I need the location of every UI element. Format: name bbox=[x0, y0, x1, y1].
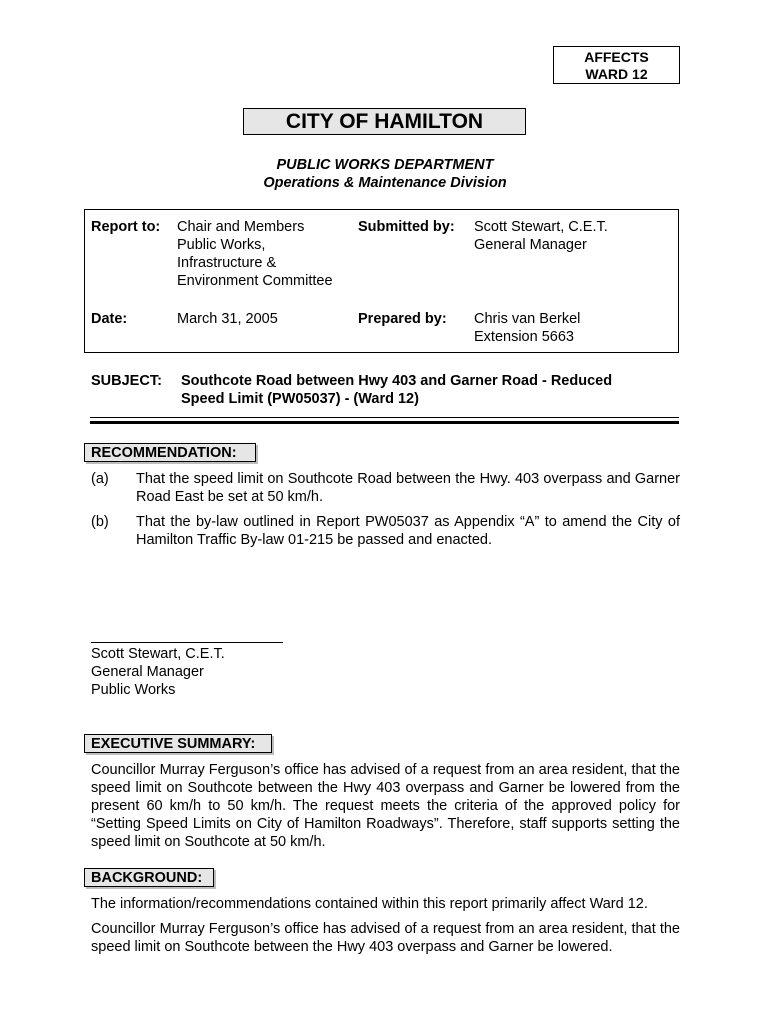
report-to-line: Infrastructure & bbox=[177, 255, 277, 271]
affects-ward-box bbox=[553, 46, 680, 84]
signature-name: Scott Stewart, C.E.T. bbox=[91, 646, 225, 662]
report-to-line: Public Works, bbox=[177, 237, 266, 253]
subject-divider-thin bbox=[90, 417, 679, 418]
date-label: Date: bbox=[91, 311, 128, 327]
executive-summary-text: Councillor Murray Ferguson’s office has advised of a request from an area resident, that the speed limit on Southcote between the Hwy 403 overpass and Garner be lowered from the present 60 km/h to 50 km/h. The request meets the criteria of the approved policy for “Setting Speed Limits on City of Hamilton Roadways”. Therefore, staff supports setting the speed limit on Southcote at 50 km/h. bbox=[91, 762, 680, 850]
ward-label: WARD 12 bbox=[585, 66, 648, 82]
signature-block bbox=[91, 645, 225, 699]
division-name: Operations & Maintenance Division bbox=[263, 175, 507, 191]
recommendation-item-text: That the speed limit on Southcote Road between the Hwy. 403 overpass and Garner Road East be set at 50 km/h. bbox=[136, 471, 680, 505]
subject-line: Southcote Road between Hwy 403 and Garner Road - Reduced bbox=[181, 373, 613, 389]
background-heading: BACKGROUND: bbox=[84, 868, 214, 887]
subject-label: SUBJECT: bbox=[91, 373, 162, 389]
prepared-by-line: Extension 5663 bbox=[474, 329, 574, 345]
report-to-label: Report to: bbox=[91, 219, 161, 235]
background-paragraph-2: Councillor Murray Ferguson’s office has advised of a request from an area resident, that the speed limit on Southcote between the Hwy 403 overpass and Garner be lowered. bbox=[91, 921, 680, 955]
recommendation-item-label: (b) bbox=[91, 514, 109, 530]
date-value: March 31, 2005 bbox=[177, 311, 278, 327]
report-to-value bbox=[177, 218, 333, 290]
background-paragraph-1: The information/recommendations contained within this report primarily affect Ward 12. bbox=[91, 896, 648, 912]
report-to-line: Environment Committee bbox=[177, 273, 333, 289]
submitted-by-value bbox=[474, 218, 608, 254]
prepared-by-value bbox=[474, 310, 580, 346]
recommendation-heading: RECOMMENDATION: bbox=[84, 443, 256, 462]
prepared-by-line: Chris van Berkel bbox=[474, 311, 581, 327]
department-name: PUBLIC WORKS DEPARTMENT bbox=[276, 157, 494, 173]
recommendation-item-text: That the by-law outlined in Report PW05037 as Appendix “A” to amend the City of Hamilton Traffic By-law 01-215 be passed and enacted. bbox=[136, 514, 680, 548]
subject-line: Speed Limit (PW05037) - (Ward 12) bbox=[181, 391, 419, 407]
submitted-by-line: Scott Stewart, C.E.T. bbox=[474, 219, 608, 235]
affects-label: AFFECTS bbox=[584, 49, 649, 65]
submitted-by-line: General Manager bbox=[474, 237, 587, 253]
subject-text bbox=[181, 372, 612, 408]
submitted-by-label: Submitted by: bbox=[358, 219, 455, 235]
signature-department: Public Works bbox=[91, 682, 176, 698]
report-to-line: Chair and Members bbox=[177, 219, 305, 235]
city-title: CITY OF HAMILTON bbox=[243, 108, 526, 135]
prepared-by-label: Prepared by: bbox=[358, 311, 447, 327]
recommendation-item-label: (a) bbox=[91, 471, 109, 487]
signature-title: General Manager bbox=[91, 664, 204, 680]
subject-divider-thick bbox=[90, 421, 679, 424]
executive-summary-heading: EXECUTIVE SUMMARY: bbox=[84, 734, 272, 753]
signature-line bbox=[91, 642, 283, 643]
